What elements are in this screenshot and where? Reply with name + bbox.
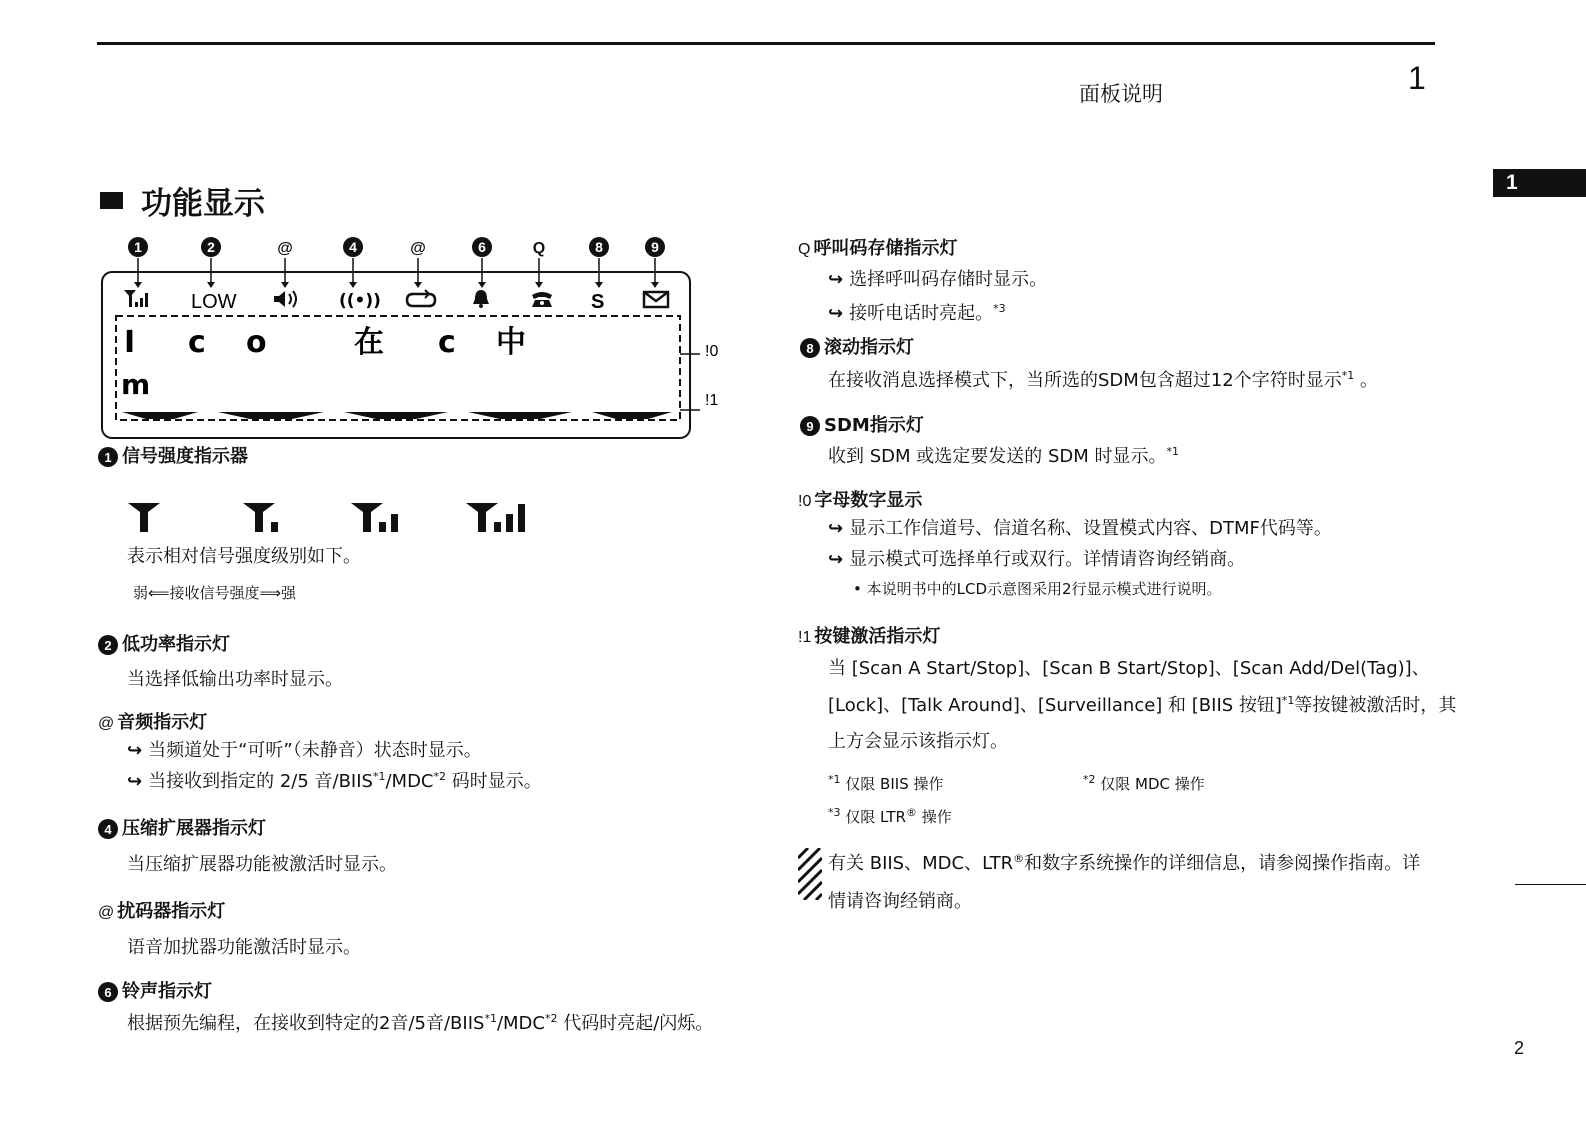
page-number: 2 <box>1514 1038 1525 1058</box>
lcd-character: I <box>124 325 136 360</box>
hook-arrow-icon: ↪ <box>127 771 143 792</box>
item-8-heading: 8 滚动指示灯 <box>800 333 914 359</box>
signal-level-1-icon <box>243 503 278 532</box>
item-7-line-1: ↪ 选择呼叫码存储时显示。 <box>828 269 1048 290</box>
mail-icon <box>644 292 668 307</box>
lcd-diagram <box>96 232 736 444</box>
callout-arrow-icon <box>349 282 357 288</box>
item-9-desc: 收到 SDM 或选定要发送的 SDM 时显示。$^{*1}$ <box>828 445 1180 467</box>
hook-arrow-icon: ↪ <box>828 269 844 290</box>
item-11-para-1: 当 [Scan A Start/Stop]、[Scan B Start/Stop]、[Scan Add/Del(Tag)]、 <box>828 658 1430 679</box>
item-6-desc: 根据预先编程，在接收到特定的2音/5音/BIIS$^{*1}$/MDC$^{*2}$ 代码时亮起/闪烁。 <box>127 1012 714 1034</box>
callout-arrow-icon <box>651 282 659 288</box>
note-line-1: 有关 BIIS、MDC、LTR®和数字系统操作的详细信息，请参阅操作指南。详 <box>828 852 1421 874</box>
chapter-number: 1 <box>1408 60 1426 96</box>
callout-arrow-icon <box>207 282 215 288</box>
signal-level-3-icon <box>466 503 525 532</box>
lcd-character: 在 <box>354 325 384 360</box>
callout-label: 1 <box>134 239 142 255</box>
callout-label-10: !0 <box>705 343 719 360</box>
footnote-3: $^{*3}$ 仅限 LTR® 操作 <box>828 806 952 826</box>
item-9-heading: 9 SDM指示灯 <box>800 411 924 437</box>
signal-level-icons <box>128 500 538 536</box>
lcd-line-2: m <box>121 368 151 401</box>
lcd-character: c <box>188 325 206 360</box>
callout-label: 4 <box>349 239 357 255</box>
svg-text:((•)): ((•)) <box>339 291 381 311</box>
item-11-heading: !1 按键激活指示灯 <box>798 626 941 647</box>
item-11-para-3: 上方会显示该指示灯。 <box>828 731 1008 752</box>
item-5-heading: @ 扰码器指示灯 <box>98 901 226 922</box>
footnote-1: $^{*1}$ 仅限 BIIS 操作 <box>828 773 944 793</box>
hook-arrow-icon: ↪ <box>127 740 143 761</box>
callout-label: @ <box>277 240 293 257</box>
scrambler-icon <box>407 290 435 306</box>
signal-strength-scale: 弱⟸接收信号强度⟹强 <box>133 584 297 602</box>
hook-arrow-icon: ↪ <box>828 549 844 570</box>
compander-icon <box>339 291 381 311</box>
note-hatch-icon <box>798 848 822 900</box>
item-11-para-2: [Lock]、[Talk Around]、[Surveillance] 和 [BIIS 按钮]$^{*1}$等按键被激活时，其 <box>828 694 1457 716</box>
callout-label: Q <box>532 240 546 257</box>
bell-icon <box>473 290 489 308</box>
callout-arrow-icon <box>414 282 422 288</box>
lcd-line-1 <box>124 325 526 360</box>
item-10-heading: !0 字母数字显示 <box>798 490 923 511</box>
item-8-desc: 在接收消息选择模式下，当所选的SDM包含超过12个字符时显示$^{*1}$ 。 <box>828 369 1378 391</box>
item-4-heading: 4 压缩扩展器指示灯 <box>98 814 266 840</box>
item-2-desc: 当选择低输出功率时显示。 <box>127 669 343 690</box>
callout-label: 8 <box>595 239 603 255</box>
callout-label: 6 <box>478 239 486 255</box>
item-10-note: • 本说明书中的LCD示意图采用2行显示模式进行说明。 <box>853 580 1222 598</box>
signal-level-0-icon <box>128 503 160 532</box>
chapter-title: 面板说明 <box>1079 82 1163 106</box>
item-4-desc: 当压缩扩展器功能被激活时显示。 <box>127 854 397 875</box>
callout-arrow-icon <box>478 282 486 288</box>
item-5-desc: 语音加扰器功能激活时显示。 <box>127 937 361 958</box>
header-rule <box>97 42 1435 45</box>
item-3-line-1: ↪ 当频道处于“可听”（未静音）状态时显示。 <box>127 740 482 761</box>
item-7-heading: Q 呼叫码存储指示灯 <box>798 238 958 259</box>
item-10-line-2: ↪ 显示模式可选择单行或双行。详情请咨询经销商。 <box>828 549 1246 570</box>
chapter-tab: 1 <box>1493 169 1586 197</box>
side-rule <box>1515 884 1586 885</box>
note-line-2: 情请咨询经销商。 <box>828 891 972 912</box>
lcd-character: o <box>246 325 267 360</box>
scroll-indicator: S <box>591 291 605 313</box>
item-6-heading: 6 铃声指示灯 <box>98 977 212 1003</box>
item-2-heading: 2 低功率指示灯 <box>98 630 230 656</box>
item-3-heading: @ 音频指示灯 <box>98 712 208 733</box>
item-1-heading: 1 信号强度指示器 <box>98 442 248 468</box>
callout-label: @ <box>410 240 426 257</box>
circled-number-1: 1 <box>98 447 118 467</box>
callout-label-11: !1 <box>705 392 719 409</box>
signal-icon <box>124 290 148 307</box>
hook-arrow-icon: ↪ <box>828 518 844 539</box>
callout-arrow-icon <box>134 282 142 288</box>
callout-arrow-icon <box>281 282 289 288</box>
footnote-2: $^{*2}$ 仅限 MDC 操作 <box>1083 773 1205 793</box>
item-1-desc: 表示相对信号强度级别如下。 <box>127 546 361 567</box>
phone-icon <box>532 292 552 307</box>
key-indicator-bars <box>122 412 672 419</box>
lcd-character: c <box>438 325 456 360</box>
speaker-icon <box>274 291 296 307</box>
callout-label: 9 <box>651 239 659 255</box>
low-indicator: LOW <box>191 291 237 313</box>
section-title: 功能显示 <box>100 178 265 223</box>
signal-level-2-icon <box>351 503 398 532</box>
lcd-character: 中 <box>496 325 526 360</box>
callout-arrow-icon <box>595 282 603 288</box>
item-7-line-2: ↪ 接听电话时亮起。$^{*3}$ <box>828 302 1006 324</box>
hook-arrow-icon: ↪ <box>828 303 844 324</box>
callout-arrow-icon <box>535 282 543 288</box>
item-3-line-2: ↪ 当接收到指定的 2/5 音/BIIS$^{*1}$/MDC$^{*2}$ 码时显示。 <box>127 770 542 792</box>
square-bullet-icon <box>100 192 123 209</box>
item-10-line-1: ↪ 显示工作信道号、信道名称、设置模式内容、DTMF代码等。 <box>828 518 1332 539</box>
bullet-icon: • <box>853 580 867 598</box>
callout-label: 2 <box>207 239 215 255</box>
